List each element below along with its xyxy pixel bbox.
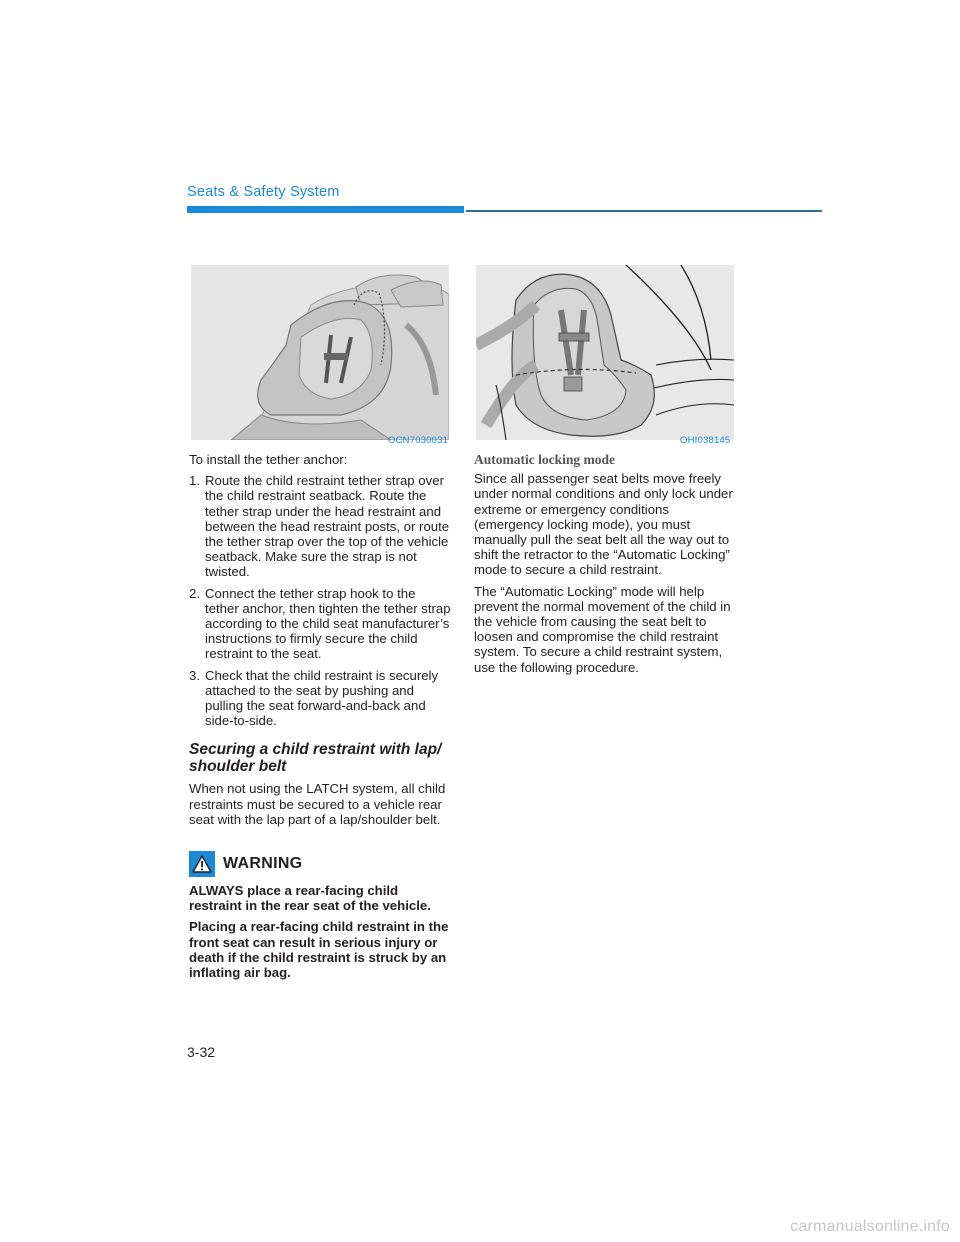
step-number: 3. xyxy=(189,667,200,683)
figure-code-2: OHI038145 xyxy=(680,435,731,446)
list-item xyxy=(189,473,451,579)
step-text: Connect the tether strap hook to the tether anchor, then tighten the tether strap according to the child seat manufacturer’s instructions to firmly secure the child restraint to the seat. xyxy=(205,585,451,662)
section-title: Seats & Safety System xyxy=(187,184,340,200)
figure-automatic-locking xyxy=(476,265,734,440)
warning-label: WARNING xyxy=(223,855,303,873)
header-rule xyxy=(466,210,822,212)
warning-header xyxy=(189,851,451,877)
watermark: carmanualsonline.info xyxy=(790,1218,950,1235)
page-number: 3-32 xyxy=(187,1044,216,1060)
automatic-locking-paragraph-1: Since all passenger seat belts move freely under normal conditions and only lock under extreme or emergency conditions (emergency locking mode), you must manually pull the seat belt all the way out to shift the retractor to the “Automatic Locking” mode to secure a child restraint. xyxy=(474,471,733,578)
warning-text-1: ALWAYS place a rear-facing child restraint in the rear seat of the vehicle. xyxy=(189,883,431,914)
list-item xyxy=(189,668,451,729)
step-text: Route the child restraint tether strap over the child restraint seatback. Route the tether strap under the head restraint and between the head restraint posts, or route the tether strap over the top of the vehicle seatback. Make sure the strap is not twisted. xyxy=(205,473,450,580)
figure-code-1: OCN7030031 xyxy=(388,435,449,446)
lap-shoulder-paragraph: When not using the LATCH system, all child restraints must be secured to a vehicle rear seat with the lap part of a lap/shoulder belt. xyxy=(189,781,446,827)
step-number: 2. xyxy=(189,585,200,601)
step-text: Check that the child restraint is securely attached to the seat by pushing and pulling the seat forward-and-back and side-to-side. xyxy=(205,667,439,729)
left-column xyxy=(189,452,451,986)
warning-icon xyxy=(189,851,215,877)
tether-steps xyxy=(189,473,451,728)
header-rule-accent xyxy=(187,206,464,213)
figure-child-seat-tether xyxy=(191,265,449,440)
heading-automatic-locking: Automatic locking mode xyxy=(474,452,615,467)
right-column xyxy=(474,452,736,681)
tether-intro: To install the tether anchor: xyxy=(189,452,348,467)
subheading-lap-shoulder: Securing a child restraint with lap/ shoulder belt xyxy=(189,741,442,775)
warning-text-2: Placing a rear-facing child restraint in the front seat can result in serious injury or death if the child restraint is struck by an inflating air bag. xyxy=(189,919,449,981)
step-number: 1. xyxy=(189,473,200,489)
list-item xyxy=(189,586,451,662)
automatic-locking-paragraph-2: The “Automatic Locking” mode will help prevent the normal movement of the child in the vehicle from causing the seat belt to loosen and compromise the child restraint system. To secure a child restraint system, use the following procedure. xyxy=(474,583,731,675)
